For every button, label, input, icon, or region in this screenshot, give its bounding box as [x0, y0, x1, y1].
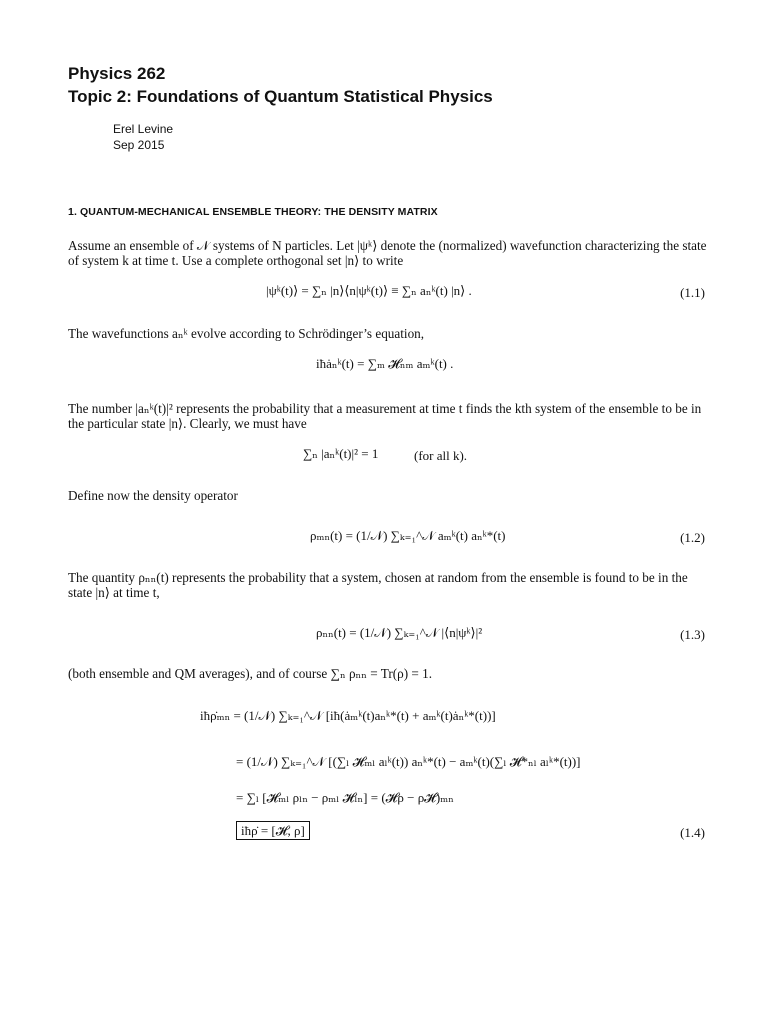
course-title: Physics 262 [68, 64, 166, 83]
equation-1-4-line-1: iħρ̇ₘₙ = (1/𝒩) ∑ₖ₌₁^𝒩 [iħ(ȧₘᵏ(t)aₙᵏ*(t) + aₘᵏ(t)ȧₙᵏ*(t))] [200, 708, 496, 723]
paragraph-4: Define now the density operator [68, 488, 238, 503]
equation-normalization: ∑ₙ |aₙᵏ(t)|² = 1 [303, 446, 379, 461]
paragraph-5: The quantity ρₙₙ(t) represents the probability that a system, chosen at random from the ensemble is found to be in the state |n⟩ at time t, [68, 570, 688, 600]
paragraph-2: The wavefunctions aₙᵏ evolve according to Schrödinger’s equation, [68, 326, 425, 341]
author: Erel Levine [113, 122, 174, 136]
equation-1-2: ρₘₙ(t) = (1/𝒩) ∑ₖ₌₁^𝒩 aₘᵏ(t) aₙᵏ*(t) [310, 528, 506, 543]
equation-number-1-3: (1.3) [680, 627, 705, 642]
equation-schrodinger: iħȧₙᵏ(t) = ∑ₘ 𝓗ₙₘ aₘᵏ(t) . [316, 356, 454, 371]
equation-number-1-2: (1.2) [680, 530, 705, 545]
section-heading: 1. QUANTUM-MECHANICAL ENSEMBLE THEORY: THE DENSITY MATRIX [68, 206, 438, 218]
equation-number-1-4: (1.4) [680, 825, 705, 840]
equation-1-3: ρₙₙ(t) = (1/𝒩) ∑ₖ₌₁^𝒩 |⟨n|ψᵏ⟩|² [316, 625, 483, 640]
boxed-result: iħρ̇ = [𝓗, ρ] [236, 821, 310, 840]
paragraph-3: The number |aₙᵏ(t)|² represents the probability that a measurement at time t finds the kth system of the ensemble to be in the particular state |n⟩. Clearly, we must have [68, 401, 702, 431]
equation-number-1-1: (1.1) [680, 285, 705, 300]
equation-1-4-line-2: = (1/𝒩) ∑ₖ₌₁^𝒩 [(∑ₗ 𝓗ₘₗ aₗᵏ(t)) aₙᵏ*(t) − aₘᵏ(t)(∑ₗ 𝓗*ₙₗ aₗᵏ*(t))] [236, 754, 581, 769]
equation-1-1: |ψᵏ(t)⟩ = ∑ₙ |n⟩⟨n|ψᵏ(t)⟩ ≡ ∑ₙ aₙᵏ(t) |n⟩ . [266, 283, 472, 298]
equation-normalization-note: (for all k). [414, 448, 468, 463]
date: Sep 2015 [113, 138, 165, 152]
equation-1-4-line-3: = ∑ₗ [𝓗ₘₗ ρₗₙ − ρₘₗ 𝓗ₗₙ] = (𝓗ρ − ρ𝓗)ₘₙ [236, 790, 454, 805]
paragraph-6: (both ensemble and QM averages), and of course ∑ₙ ρₙₙ = Tr(ρ) = 1. [68, 666, 433, 681]
equation-1-4-boxed [236, 823, 310, 839]
paragraph-1: Assume an ensemble of 𝒩 systems of N particles. Let |ψᵏ⟩ denote the (normalized) wavefunction characterizing the state of system k at time t. Use a complete orthogonal set |n⟩ to write [68, 238, 707, 268]
topic-title: Topic 2: Foundations of Quantum Statistical Physics [68, 87, 493, 106]
